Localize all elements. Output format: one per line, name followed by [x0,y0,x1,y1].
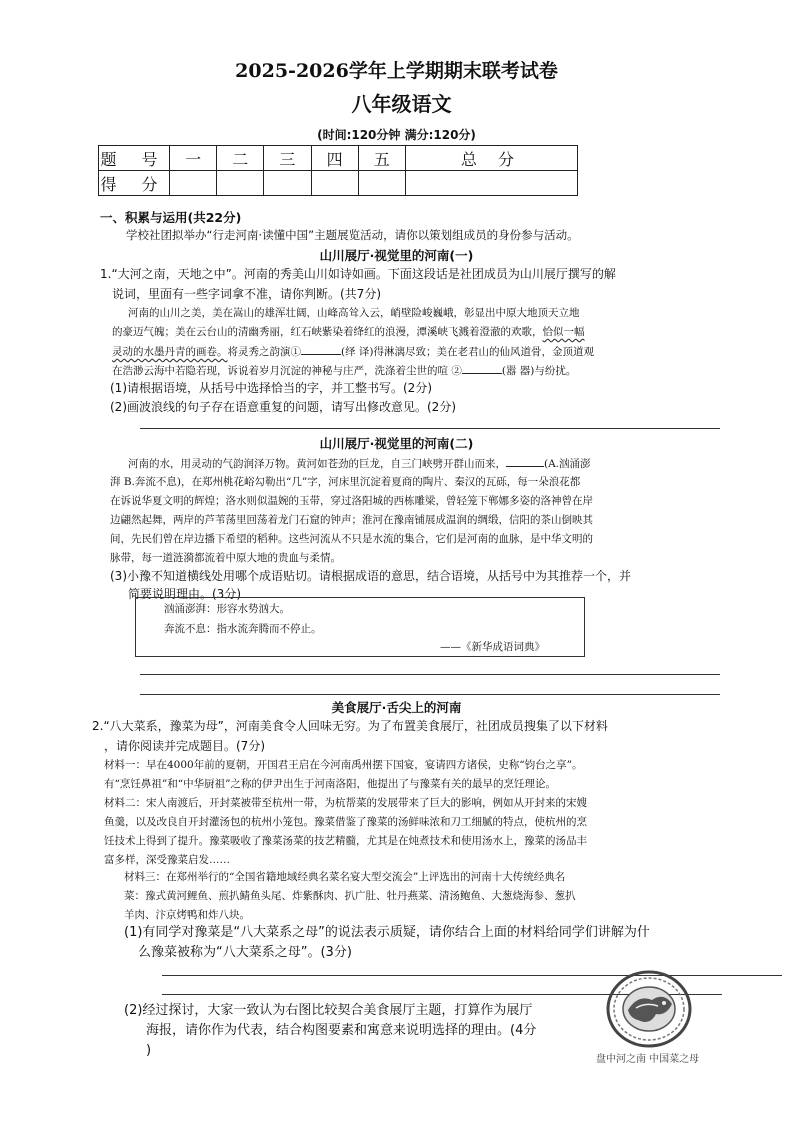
sub-question-1-2: (2)画波浪线的句子存在语意重复的问题，请写出修改意见。(2分) [110,400,456,414]
passage-text: 将灵秀之韵演① [227,346,301,358]
score-table [98,145,578,196]
sub-question-2-2: ) [146,1043,152,1058]
score-input-cell[interactable] [405,171,577,196]
passage-text: (A.汹涌澎 [544,458,591,470]
hall-title-2: 山川展厅·视觉里的河南(二) [319,436,474,451]
subject-title: 八年级语文 [351,92,452,116]
score-table-cell: 二 [217,146,264,171]
section-heading: 一、积累与运用(共22分) [100,210,242,225]
wavy-sentence: 灵动的水墨丹青的画卷。 [112,346,228,358]
passage-2-line: 间，先民们曾在岸边播下希望的稻种。这些河流从不只是水流的集合，它们是河南的血脉，是中华文明的 [110,533,593,545]
question-2-line: 2.“八大菜系，豫菜为母”，河南美食令人回味无穷。为了布置美食展厅，社团成员搜集了以下材料 [92,719,608,733]
question-2-line: ，请你阅读并完成题目。(7分) [104,739,265,753]
dictionary-source: ——《新华成语词典》 [440,641,545,653]
idiom-definition: 汹涌澎湃：形容水势汹大。 [164,603,290,615]
passage-text: 的豪迈气魄；美在云台山的清幽秀丽，红石峡紫染着绛红的浪漫，潭溪峡飞溅着澄澈的欢歌， [112,326,543,338]
score-input-cell[interactable] [217,171,264,196]
material-1-line: 有“烹饪鼻祖”和“中华厨祖”之称的伊尹出生于河南洛阳，他提出了与豫菜有关的最早的烹饪理论。 [104,778,556,790]
sub-question-2-2: 海报，请你作为代表，结合构图要素和寓意来说明选择的理由。(4分 [146,1023,537,1038]
answer-line[interactable] [140,428,720,429]
passage-2-line: 湃 B.奔流不息)，在郑州桃花峪勾勒出“几”字，河床里沉淀着夏商的陶片、秦汉的瓦砾，每一朵浪花都 [110,476,581,488]
passage-2-line: 边翩然起舞，两岸的芦苇荡里回荡着龙门石窟的钟声；淮河在豫南铺展成温润的绸缎，信阳的茶山倒映其 [110,514,593,526]
material-2-line: 富多样，深受豫菜启发…… [104,854,230,866]
exam-title: 2025-2026学年上学期期末联考试卷 [235,60,558,82]
score-table-header-row [99,146,578,171]
score-table-cell: 五 [358,146,405,171]
score-input-cell[interactable] [311,171,358,196]
material-2-line: 鱼羹，以及改良自开封灌汤包的杭州小笼包。豫菜借鉴了豫菜的汤鲜味浓和刀工细腻的特点，使杭州的烹 [104,816,587,828]
passage-text: (绎 译)得淋漓尽致；美在老君山的仙风道骨，金顶道观 [341,346,595,358]
sub-question-2-2: (2)经过探讨，大家一致认为右图比较契合美食展厅主题，打算作为展厅 [124,1003,533,1018]
passage-text: 在浩渺云海中若隐若现，诉说着岁月沉淀的神秘与庄严，洗涤着尘世的喧 ② [112,365,462,377]
sub-question-3: 简要说明理由。(3分) [128,587,241,601]
passage-1-line: 河南的山川之美，美在嵩山的雄浑壮阔，山峰高耸入云，峭壁险峻巍峨，彰显出中原大地顶天立地 [128,307,580,319]
answer-line[interactable] [140,694,720,695]
passage-text: 河南的水，用灵动的气韵润泽万物。黄河如苍劲的巨龙，自三门峡劈开群山而来， [128,458,506,470]
question-1-line: 1.“大河之南，天地之中”。河南的秀美山川如诗如画。下面这段话是社团成员为山川展厅撰写的解 [100,267,616,281]
score-table-cell: 三 [264,146,311,171]
hall-title-3: 美食展厅·舌尖上的河南 [331,700,462,715]
score-table-cell: 得 分 [99,171,170,196]
sub-question-2-1: (1)有同学对豫菜是“八大菜系之母”的说法表示质疑，请你结合上面的材料给同学们讲解为什 [124,925,650,940]
score-input-cell[interactable] [170,171,217,196]
material-2-line: 材料二：宋人南渡后，开封菜被带至杭州一带，为杭帮菜的发展带来了巨大的影响，例如从开封来的宋嫂 [104,797,587,809]
score-table-cell: 总 分 [405,146,577,171]
material-2-line: 饪技术上得到了提升。豫菜吸收了豫菜汤菜的技艺精髓，尤其是在炖煮技术和使用汤水上，豫菜的汤品丰 [104,835,587,847]
material-3-line: 材料三：在郑州举行的“全国省籍地域经典名菜名宴大型交流会”上评选出的河南十大传统经典名 [124,871,566,883]
question-1-line: 说词，里面有一些字词拿不准，请你判断。(共7分) [112,287,381,301]
time-and-score-line: (时间:120分钟 满分:120分) [317,128,476,142]
score-input-cell[interactable] [358,171,405,196]
answer-blank-1[interactable] [301,342,341,355]
answer-line[interactable] [140,674,720,675]
passage-2-line: 脉带，每一道涟漪都流着中原大地的贵血与柔情。 [110,552,341,564]
food-hall-emblem-image [606,970,692,1048]
material-1-line: 材料一：早在4000年前的夏朝，开国君王启在今河南禹州摆下国宴，宴请四方诸侯，史称“钧台之享”。 [104,759,583,771]
score-table-cell: 题 号 [99,146,170,171]
wavy-sentence: 恰似一幅 [542,326,585,338]
score-table-score-row [99,171,578,196]
score-table-cell: 四 [311,146,358,171]
material-3-line: 菜：豫式黄河鲤鱼、煎扒鲭鱼头尾、炸紫酥肉、扒广肚、牡丹燕菜、清汤鲍鱼、大葱烧海参、葱扒 [124,890,576,902]
idiom-definition: 奔流不息：指水流奔腾而不停止。 [164,623,322,635]
passage-2-line: 在诉说华夏文明的辉煌；洛水则似温婉的玉带，穿过洛阳城的西栋雕梁，曾轻笼下郸娜多姿的洛神曾在岸 [110,495,593,507]
emblem-caption: 盘中河之南 中国菜之母 [596,1054,700,1065]
passage-text: (嚣 器)与纷扰。 [501,365,577,377]
answer-blank-3[interactable] [506,454,544,467]
sub-question-3: (3)小豫不知道横线处用哪个成语贴切。请根据成语的意思，结合语境，从括号中为其推荐一个，并 [110,569,632,583]
section-intro: 学校社团拟举办“行走河南·读懂中国”主题展览活动，请你以策划组成员的身份参与活动。 [126,228,579,242]
passage-1-line [112,323,585,342]
answer-blank-2[interactable] [462,361,502,374]
passage-2-line [128,454,591,474]
sub-question-2-1: 么豫菜被称为“八大菜系之母”。(3分) [138,945,352,960]
passage-1-line [112,342,594,362]
material-3-line: 羊肉、汴京烤鸭和炸八块。 [124,909,250,921]
sub-question-1-1: (1)请根据语境，从括号中选择恰当的字，并工整书写。(2分) [110,381,432,395]
hall-title-1: 山川展厅·视觉里的河南(一) [319,248,474,263]
score-table-cell: 一 [170,146,217,171]
score-input-cell[interactable] [264,171,311,196]
